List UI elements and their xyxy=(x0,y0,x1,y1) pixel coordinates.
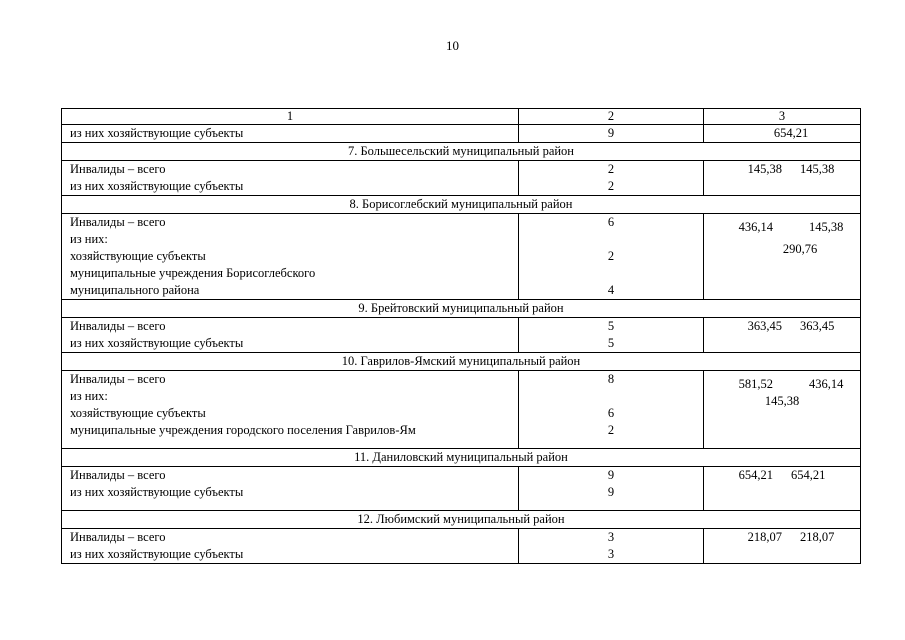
count-value: 9 xyxy=(607,126,615,140)
amount-value: 363,45 xyxy=(747,319,782,333)
category-label: муниципальные учреждения Борисоглебского xyxy=(70,266,316,280)
category-label: хозяйствующие субъекты xyxy=(70,249,206,263)
section-title: 7. Большесельский муниципальный район xyxy=(62,143,861,161)
category-label: из них: xyxy=(70,232,108,246)
category-cell xyxy=(62,467,519,511)
section-row xyxy=(62,353,861,371)
amount-value: 436,14 xyxy=(738,220,773,234)
count-value: 2 xyxy=(607,249,615,263)
amount-value: 654,21 xyxy=(791,468,826,482)
table-row xyxy=(62,214,861,300)
table-header-row xyxy=(62,109,861,125)
count-value: 4 xyxy=(607,283,615,297)
table-row xyxy=(62,371,861,449)
count-cell xyxy=(519,467,704,511)
allocation-table xyxy=(61,108,861,564)
section-row xyxy=(62,143,861,161)
amount-value xyxy=(773,371,791,388)
category-cell xyxy=(62,125,519,143)
section-row xyxy=(62,300,861,318)
count-value xyxy=(527,265,695,282)
category-label: Инвалиды – всего xyxy=(70,468,166,482)
amount-value: 436,14 xyxy=(809,377,844,391)
count-value: 6 xyxy=(607,406,615,420)
amount-value: 145,38 xyxy=(747,162,782,176)
category-cell xyxy=(62,371,519,449)
count-cell xyxy=(519,371,704,449)
count-value: 5 xyxy=(607,336,615,350)
amount-cell xyxy=(704,214,861,300)
column-header: 3 xyxy=(704,109,861,125)
count-value xyxy=(527,231,695,248)
amount-cell xyxy=(704,125,861,143)
amount-value: 581,52 xyxy=(738,377,773,391)
section-title: 12. Любимский муниципальный район xyxy=(62,511,861,529)
count-value: 8 xyxy=(607,372,615,386)
count-value: 2 xyxy=(607,423,615,437)
category-label: Инвалиды – всего xyxy=(70,162,166,176)
count-value: 2 xyxy=(607,179,615,193)
category-label: из них хозяйствующие субъекты xyxy=(70,485,244,499)
amount-value: 654,21 xyxy=(773,126,809,140)
amount-value: 145,38 xyxy=(809,220,844,234)
amount-cell xyxy=(704,318,861,353)
section-row xyxy=(62,511,861,529)
category-cell xyxy=(62,214,519,300)
count-value: 3 xyxy=(607,547,615,561)
row-spacer xyxy=(527,501,695,510)
amount-value: 290,76 xyxy=(782,242,818,256)
amount-value: 363,45 xyxy=(800,319,835,333)
section-title: 9. Брейтовский муниципальный район xyxy=(62,300,861,318)
category-label: муниципальные учреждения городского поселения Гаврилов-Ям xyxy=(70,423,416,437)
count-cell xyxy=(519,214,704,300)
amount-value: 654,21 xyxy=(738,468,773,482)
category-label: из них хозяйствующие субъекты xyxy=(70,336,244,350)
section-row xyxy=(62,449,861,467)
row-spacer xyxy=(527,439,695,448)
amount-value: 218,07 xyxy=(747,530,782,544)
category-label: из них хозяйствующие субъекты xyxy=(70,547,244,561)
column-header: 2 xyxy=(519,109,704,125)
section-title: 8. Борисоглебский муниципальный район xyxy=(62,196,861,214)
category-label: Инвалиды – всего xyxy=(70,372,166,386)
amount-value xyxy=(747,236,765,253)
row-spacer xyxy=(70,501,510,510)
count-cell xyxy=(519,161,704,196)
category-cell xyxy=(62,529,519,564)
count-value xyxy=(527,388,695,405)
amount-value: 218,07 xyxy=(800,530,835,544)
amount-cell xyxy=(704,371,861,449)
table-row xyxy=(62,125,861,143)
table-row xyxy=(62,318,861,353)
category-label: из них хозяйствующие субъекты xyxy=(70,179,244,193)
count-cell xyxy=(519,318,704,353)
amount-value xyxy=(773,214,791,231)
category-cell xyxy=(62,318,519,353)
amount-value: 145,38 xyxy=(764,394,800,408)
page-number: 10 xyxy=(446,38,459,53)
category-label: из них хозяйствующие субъекты xyxy=(70,126,244,140)
amount-cell xyxy=(704,529,861,564)
table-row xyxy=(62,161,861,196)
section-title: 10. Гаврилов-Ямский муниципальный район xyxy=(62,353,861,371)
category-label: муниципального района xyxy=(70,283,200,297)
category-cell xyxy=(62,161,519,196)
count-value: 6 xyxy=(607,215,615,229)
amount-cell xyxy=(704,467,861,511)
count-value: 2 xyxy=(607,162,615,176)
section-title: 11. Даниловский муниципальный район xyxy=(62,449,861,467)
table-row xyxy=(62,529,861,564)
section-row xyxy=(62,196,861,214)
amount-cell xyxy=(704,161,861,196)
row-spacer xyxy=(825,470,843,479)
category-label: Инвалиды – всего xyxy=(70,530,166,544)
row-spacer xyxy=(799,396,817,405)
row-spacer xyxy=(70,439,510,448)
count-cell xyxy=(519,125,704,143)
table-row xyxy=(62,467,861,511)
column-header: 1 xyxy=(62,109,519,125)
count-value: 5 xyxy=(607,319,615,333)
count-value: 3 xyxy=(607,530,615,544)
count-cell xyxy=(519,529,704,564)
category-label: Инвалиды – всего xyxy=(70,319,166,333)
category-label: Инвалиды – всего xyxy=(70,215,166,229)
category-label: хозяйствующие субъекты xyxy=(70,406,206,420)
category-label: из них: xyxy=(70,389,108,403)
amount-value: 145,38 xyxy=(800,162,835,176)
count-value: 9 xyxy=(607,485,615,499)
count-value: 9 xyxy=(607,468,615,482)
